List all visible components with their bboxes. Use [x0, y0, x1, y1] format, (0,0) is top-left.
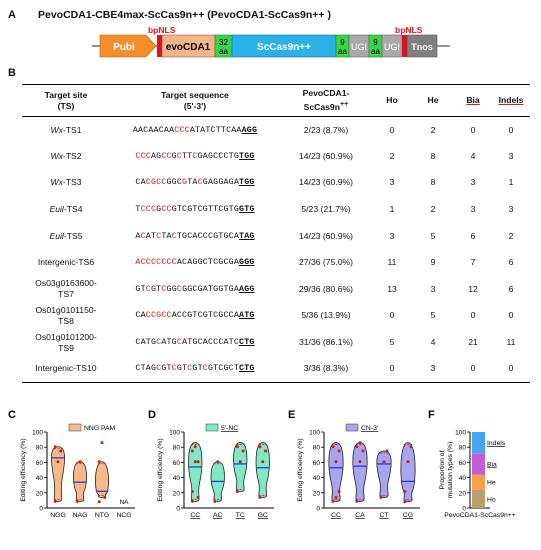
data-point — [59, 450, 62, 453]
ho-count: 2 — [389, 150, 395, 161]
data-point — [338, 490, 341, 493]
x-tick-label: CC — [331, 512, 341, 519]
data-point — [98, 500, 101, 503]
y-tick-label: 20 — [458, 490, 466, 498]
editing-ratio: 14/23 (60.9%) — [299, 150, 353, 161]
target-site-name: Intergenic-TS10 — [35, 363, 97, 374]
editing-ratio: 5/23 (21.7%) — [301, 204, 351, 215]
col-header-target-site: Target site (TS) — [44, 89, 88, 111]
editing-ratio: 27/36 (75.0%) — [299, 257, 353, 268]
target-sequence: CATGCATGCATGCACCCATCCTG — [135, 338, 255, 348]
sccas9n-label: ScCas9n++ — [257, 42, 311, 53]
y-tick-label: 40 — [312, 475, 320, 483]
y-axis-label: Proportion ofmutation types (%) — [439, 441, 454, 499]
data-point — [331, 500, 334, 503]
linker-9aa-1-label-a: 9 — [340, 38, 345, 47]
editing-ratio: 31/36 (86.1%) — [299, 337, 353, 348]
linker-9aa-2-label-a: 9 — [373, 38, 378, 47]
target-site-name: Euil-TS4 — [49, 204, 83, 215]
data-point — [194, 460, 197, 463]
he-count: 9 — [430, 257, 436, 268]
x-tick-label: CA — [355, 512, 365, 519]
x-tick-label: CG — [402, 512, 414, 519]
violin-shape — [256, 443, 269, 498]
pam-sequence: CTG — [239, 364, 255, 374]
y-tick-label: 40 — [35, 475, 43, 483]
editing-ratio: 29/36 (80.6%) — [299, 283, 353, 294]
data-point — [236, 490, 239, 493]
y-tick-label: 40 — [172, 475, 180, 483]
legend-swatch — [206, 424, 218, 431]
bia-count: 0 — [470, 363, 476, 374]
legend-swatch — [69, 424, 81, 431]
data-point — [239, 460, 242, 463]
y-tick-label: 100 — [32, 429, 43, 437]
data-point — [335, 460, 338, 463]
editing-ratio: 14/23 (60.9%) — [299, 230, 353, 241]
data-point — [103, 496, 106, 499]
violin-shape — [401, 443, 415, 502]
ho-count: 5 — [389, 337, 395, 348]
target-sequence: GTCGTCGGCGGCGATGGTGAAGG — [135, 284, 255, 294]
ho-count: 0 — [389, 363, 395, 374]
data-point — [379, 496, 382, 499]
bar-segment — [472, 453, 485, 474]
indels-count: 2 — [508, 230, 514, 241]
y-tick-label: 60 — [35, 459, 43, 467]
data-point — [191, 500, 194, 503]
violin-shape — [353, 443, 367, 502]
data-point — [359, 441, 362, 444]
legend-label: Indels — [487, 440, 506, 448]
editing-ratio: 5/36 (13.9%) — [301, 310, 351, 321]
indels-count: 1 — [508, 177, 514, 188]
data-point — [191, 490, 194, 493]
target-site-name: Intergenic-TS6 — [37, 257, 95, 268]
data-point — [197, 460, 200, 463]
bia-count: 3 — [470, 204, 476, 215]
indels-count: 0 — [508, 124, 514, 135]
indels-count: 0 — [508, 310, 514, 321]
pam-sequence: GGG — [239, 258, 255, 268]
pubi-label: Pubi — [113, 42, 135, 53]
ugi-label-2: UGI — [383, 42, 401, 52]
legend-label: NNG PAM — [84, 425, 116, 432]
data-point — [355, 445, 358, 448]
legend-swatch — [346, 424, 358, 431]
target-site-name: Os01g0101200- TS9 — [35, 331, 97, 353]
data-point — [383, 460, 386, 463]
target-site-name: Os01g0101150- TS8 — [35, 304, 97, 326]
x-tick-label: PevoCDA1-ScCas9n++ — [444, 512, 516, 519]
bia-count: 4 — [470, 150, 476, 161]
bia-count: 12 — [468, 283, 478, 294]
table-row — [22, 223, 530, 250]
he-count: 5 — [430, 310, 436, 321]
pam-sequence: TAG — [239, 231, 255, 241]
pam-sequence: GTG — [239, 205, 255, 215]
bia-count: 3 — [470, 177, 476, 188]
target-sequence: TCCCGCCGTCGTCGTTCGTGGTG — [135, 205, 255, 215]
pam-sequence: AGG — [239, 284, 255, 294]
x-tick-label: TC — [235, 512, 245, 519]
violin-shape — [234, 443, 247, 492]
y-tick-label: 80 — [458, 444, 466, 452]
col-header-ho: Ho — [386, 95, 398, 105]
editing-ratio: 3/36 (8.3%) — [303, 363, 349, 374]
y-axis-label: Editing efficiency (%) — [157, 438, 164, 502]
bia-count: 6 — [470, 230, 476, 241]
linker-9aa-2-label-b: aa — [371, 47, 380, 56]
he-count: 3 — [430, 363, 436, 374]
data-point — [410, 445, 413, 448]
y-tick-label: 20 — [35, 490, 43, 498]
target-sequence: AACAACAACCCATATCTTCAAAGG — [132, 125, 258, 135]
data-point — [236, 445, 239, 448]
legend-label: Bia — [487, 461, 497, 469]
table-row — [22, 196, 530, 223]
bpnls-right — [402, 35, 407, 57]
he-count: 8 — [430, 150, 436, 161]
data-point — [258, 445, 261, 448]
violin-shape — [95, 462, 108, 498]
data-point — [335, 496, 338, 499]
table-row — [22, 249, 530, 276]
y-tick-label: 80 — [35, 444, 43, 452]
ho-count: 0 — [389, 124, 395, 135]
y-tick-label: 0 — [462, 505, 466, 513]
bar-segment — [472, 475, 485, 490]
ho-count: 1 — [389, 204, 395, 215]
data-point — [264, 450, 267, 453]
linker-32aa-label-a: 32 — [219, 38, 228, 47]
ho-count: 3 — [389, 177, 395, 188]
linker-9aa-1-label-b: aa — [338, 47, 347, 56]
indels-count: 3 — [508, 150, 514, 161]
pam-sequence: TGG — [239, 151, 255, 161]
na-annotation: NA — [119, 499, 129, 506]
panel-label-c: C — [8, 410, 16, 421]
legend-label: He — [487, 479, 496, 487]
he-count: 4 — [430, 337, 436, 348]
y-tick-label: 0 — [39, 505, 43, 513]
x-tick-label: NTG — [94, 512, 110, 519]
ugi-label-1: UGI — [350, 42, 368, 52]
target-site-table — [22, 84, 530, 383]
panel-label-e: E — [288, 410, 296, 421]
data-point — [359, 460, 362, 463]
data-point — [386, 450, 389, 453]
data-point — [355, 500, 358, 503]
data-point — [79, 460, 82, 463]
target-sequence: CCCAGCCGCTTCGAGCCCTGTGG — [135, 151, 255, 161]
table-row — [22, 303, 530, 330]
indels-count: 11 — [506, 337, 516, 348]
target-sequence: ACCCCCCCACAGGCTCGCGAGGG — [135, 258, 255, 268]
table-row — [22, 143, 530, 170]
bia-count: 0 — [470, 310, 476, 321]
violin-shape — [377, 451, 391, 497]
panel-label-d: D — [148, 410, 156, 421]
evocda1-label: evoCDA1 — [165, 42, 211, 53]
y-tick-label: 100 — [455, 429, 466, 437]
data-point — [242, 450, 245, 453]
x-tick-label: AC — [213, 512, 223, 519]
table-row — [22, 117, 530, 144]
violin-shape — [189, 443, 202, 502]
indels-count: 6 — [508, 283, 514, 294]
panel-label-b: B — [8, 67, 16, 79]
data-point — [338, 450, 341, 453]
data-point — [331, 445, 334, 448]
col-header-editor: PevoCDA1- ScCas9n++ — [302, 88, 350, 112]
y-tick-label: 60 — [172, 459, 180, 467]
ho-count: 3 — [389, 230, 395, 241]
col-header-he: He — [427, 95, 439, 105]
col-header-indels: Indels — [498, 95, 524, 105]
editing-ratio: 14/23 (60.9%) — [299, 177, 353, 188]
target-site-name: Wx-TS2 — [50, 150, 82, 161]
ho-count: 13 — [387, 283, 397, 294]
data-point — [362, 450, 365, 453]
data-point — [213, 500, 216, 503]
y-tick-label: 0 — [176, 505, 180, 513]
y-tick-label: 60 — [312, 459, 320, 467]
data-point — [191, 450, 194, 453]
target-site-name: Euil-TS5 — [49, 230, 83, 241]
legend-label: 5'-NC — [221, 425, 239, 432]
linker-32aa-label-b: aa — [219, 47, 228, 56]
bpnls-left-label: bpNLS — [148, 25, 176, 35]
target-sequence: CACGCCGGCGTACGAGGAGATGG — [135, 178, 255, 188]
pam-sequence: TGG — [239, 178, 255, 188]
y-tick-label: 40 — [458, 475, 466, 483]
charts-area — [0, 410, 541, 550]
data-point — [407, 460, 410, 463]
he-count: 2 — [430, 204, 436, 215]
data-point — [54, 445, 57, 448]
legend-label: Ho — [487, 496, 496, 504]
y-tick-label: 100 — [309, 429, 320, 437]
x-tick-label: NAG — [72, 512, 88, 519]
indels-count: 6 — [508, 257, 514, 268]
x-tick-label: GC — [257, 512, 268, 519]
bar-segment — [472, 432, 485, 453]
data-point — [403, 490, 406, 493]
violin-shape — [73, 462, 86, 502]
y-tick-label: 60 — [458, 459, 466, 467]
y-tick-label: 20 — [312, 490, 320, 498]
y-tick-label: 0 — [316, 505, 320, 513]
y-axis-label: Editing efficiency (%) — [297, 438, 304, 502]
he-count: 2 — [430, 124, 436, 135]
he-count: 5 — [430, 230, 436, 241]
target-site-name: Wx-TS1 — [50, 124, 82, 135]
y-axis-label: Editing efficiency (%) — [20, 438, 27, 502]
table-row — [22, 356, 530, 383]
panel-label-a: A — [8, 9, 16, 21]
data-point — [258, 496, 261, 499]
data-point — [197, 496, 200, 499]
col-header-bia: Bia — [466, 95, 480, 105]
table-header-row — [22, 85, 530, 117]
bia-count: 7 — [470, 257, 476, 268]
y-tick-label: 80 — [312, 444, 320, 452]
bpnls-left — [157, 35, 162, 57]
x-tick-label: CT — [379, 512, 389, 519]
target-sequence: CTAGCGTCGTCGTCGTCGCTCTG — [135, 364, 255, 374]
y-tick-label: 20 — [172, 490, 180, 498]
bia-count: 21 — [468, 337, 478, 348]
y-tick-label: 100 — [169, 429, 180, 437]
bpnls-right-label: bpNLS — [395, 25, 423, 35]
x-tick-label: CC — [190, 512, 201, 519]
x-tick-label: NCG — [116, 512, 132, 519]
indels-count: 3 — [508, 204, 514, 215]
pam-sequence: CTG — [239, 338, 255, 348]
data-point — [403, 500, 406, 503]
legend-label: CN-3' — [361, 425, 379, 432]
table-row — [22, 276, 530, 303]
target-site-name: Os03g0163600- TS7 — [35, 278, 97, 300]
data-point — [101, 441, 104, 444]
editing-ratio: 2/23 (8.7%) — [303, 124, 349, 135]
data-point — [261, 460, 264, 463]
target-sequence: ACATCTACTGCACCCGTGCATAG — [135, 231, 255, 241]
data-point — [76, 500, 79, 503]
ho-count: 11 — [387, 257, 397, 268]
he-count: 3 — [430, 283, 436, 294]
data-point — [57, 460, 60, 463]
he-count: 8 — [430, 177, 436, 188]
construct-diagram — [0, 22, 541, 70]
data-point — [98, 460, 101, 463]
panel-label-f: F — [428, 410, 435, 421]
table-row — [22, 170, 530, 197]
ho-count: 0 — [389, 310, 395, 321]
data-point — [54, 500, 57, 503]
tnos-label: Tnos — [411, 42, 433, 52]
violin-shape — [329, 443, 343, 502]
violin-shape — [51, 447, 64, 502]
data-point — [216, 460, 219, 463]
table-row — [22, 329, 530, 356]
indels-count: 0 — [508, 363, 514, 374]
x-tick-label: NGG — [50, 512, 66, 519]
pam-sequence: AGG — [241, 125, 258, 135]
bar-segment — [472, 490, 485, 508]
bia-count: 0 — [470, 124, 476, 135]
pam-sequence: ATG — [239, 311, 255, 321]
target-site-name: Wx-TS3 — [50, 177, 82, 188]
y-tick-label: 80 — [172, 444, 180, 452]
col-header-target-sequence: Target sequence (5'-3') — [161, 89, 229, 111]
data-point — [194, 445, 197, 448]
target-sequence: CACCGCCACCGTCGTCGCCAATG — [135, 311, 255, 321]
figure-title: PevoCDA1-CBE4max-ScCas9n++ (PevoCDA1-ScCas9n++ ) — [38, 9, 331, 21]
